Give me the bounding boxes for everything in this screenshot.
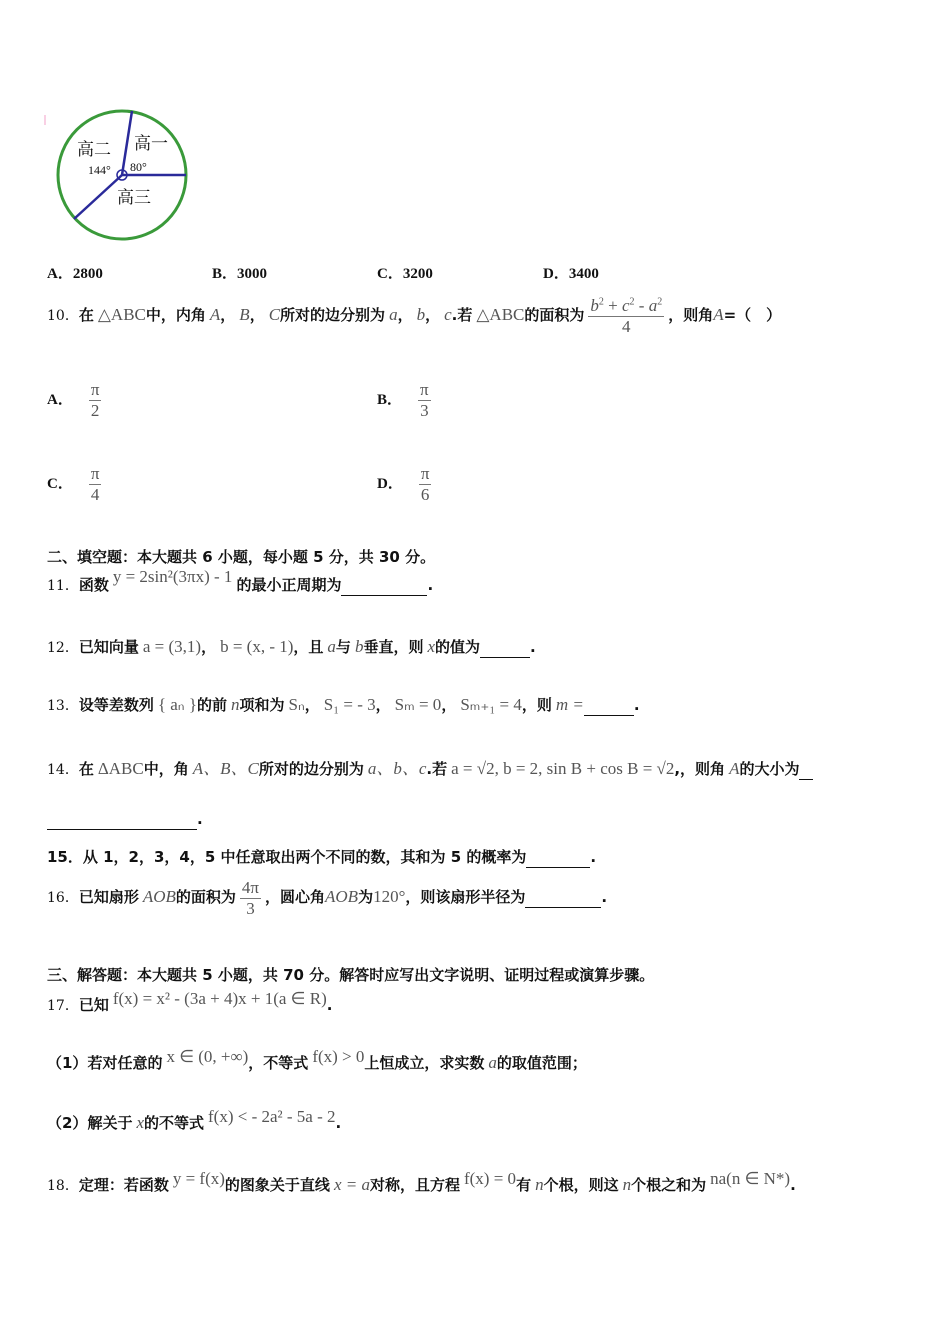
fraction-denominator: 2	[90, 401, 100, 420]
answer-blank[interactable]	[584, 697, 634, 716]
q17-p1-text-1: 若对任意的	[87, 1054, 163, 1072]
q17-p1-text-4: 的取值范围；	[496, 1054, 587, 1072]
q17-p1-text-2: ，不等式	[248, 1054, 309, 1072]
q16-area-fraction	[240, 878, 261, 919]
q10-option-d[interactable]	[377, 464, 431, 505]
q10-area-denominator: 4	[622, 317, 631, 336]
question-number: 16．	[47, 890, 79, 907]
q10-option-b[interactable]	[377, 380, 431, 421]
question-17	[47, 989, 333, 1015]
fraction-denominator: 3	[420, 401, 429, 420]
question-12	[47, 636, 536, 658]
answer-blank[interactable]	[526, 849, 590, 868]
pie-label-gaosan: 高三	[117, 188, 151, 208]
q18-text-6: 个根之和为	[631, 1176, 707, 1194]
q14-end: .	[197, 810, 203, 828]
q17-p1-a: a	[488, 1053, 497, 1072]
q18-text-2: 的图象关于直线	[224, 1176, 330, 1194]
pie-label-gaoyi: 高一	[134, 134, 168, 154]
q16-text-1: 已知扇形	[78, 888, 139, 907]
question-10	[47, 296, 781, 356]
q13-sn: Sₙ	[288, 695, 305, 714]
part-label: （2）	[47, 1114, 88, 1132]
q12-vector-b: b = (x, - 1)	[220, 637, 294, 656]
option-label: C．	[47, 476, 73, 493]
q13-sep: ，	[304, 696, 320, 714]
option-fraction	[419, 464, 432, 505]
q14-sides: a、b、c	[367, 759, 427, 778]
pie-divider-lower-left	[74, 175, 122, 219]
q14-text-4: .若	[426, 760, 448, 778]
q16-end: .	[601, 888, 608, 907]
question-17-part-1	[47, 1047, 587, 1073]
q18-function: y = f(x)	[172, 1169, 225, 1188]
q14-condition: a = √2, b = 2, sin B + cos B = √2	[451, 759, 675, 778]
fraction-denominator: 4	[90, 485, 100, 504]
question-17-part-2	[47, 1107, 342, 1133]
option-label: B．	[212, 266, 238, 282]
question-number: 11．	[47, 578, 79, 594]
fraction-numerator: π	[420, 464, 430, 483]
q13-sep: ，	[441, 696, 457, 714]
q10-side-a: a	[389, 305, 398, 325]
q12-text-1: 已知向量	[78, 638, 139, 656]
q17-p1-domain: x ∈ (0, +∞)	[166, 1047, 249, 1066]
question-13	[47, 694, 640, 716]
q13-text-4: ，则	[521, 696, 552, 714]
q16-text-3: ，圆心角	[265, 888, 326, 907]
q12-b: b	[354, 637, 364, 656]
q14-angles: A、B、C	[192, 759, 259, 778]
option-fraction	[418, 380, 431, 421]
q10-text-4: .若	[451, 306, 473, 325]
q14-triangle: ΔABC	[97, 759, 144, 778]
q12-text-3: 与	[335, 638, 351, 656]
q18-n: n	[622, 1175, 632, 1194]
q10-side-b: b	[416, 305, 426, 325]
pie-angle-80: 80°	[130, 160, 147, 174]
answer-blank[interactable]	[480, 639, 530, 658]
question-16	[47, 878, 607, 919]
q9-option-d[interactable]	[543, 262, 599, 283]
q10-sep: ，	[220, 306, 236, 325]
q13-m: m =	[555, 695, 584, 714]
q16-text-4: 为	[358, 888, 374, 907]
q13-sep: ，	[375, 696, 391, 714]
option-label: A．	[47, 266, 73, 282]
option-label: D．	[377, 476, 403, 493]
option-value: 3200	[402, 266, 433, 282]
q18-line: x = a	[333, 1175, 370, 1194]
question-number: 14．	[47, 762, 79, 778]
q13-text-1: 设等差数列	[78, 696, 154, 714]
option-label: B．	[377, 392, 403, 409]
answer-blank[interactable]	[47, 811, 197, 830]
q17-p1-text-3: 上恒成立，求实数	[364, 1054, 485, 1072]
fraction-numerator: π	[90, 464, 100, 483]
q18-equation: f(x) = 0	[463, 1169, 517, 1188]
q17-function: f(x) = x² - (3a + 4)x + 1(a ∈ R)	[112, 989, 327, 1008]
q11-expr: y = 2sin²(3πx) - 1	[112, 567, 233, 586]
q13-cond-3: Sₘ₊₁ = 4	[460, 695, 522, 714]
question-number: 10．	[47, 308, 79, 325]
q10-area-fraction	[588, 296, 664, 337]
q14-a: A	[729, 759, 740, 778]
q15-text: 15．从 1，2，3，4，5 中任意取出两个不同的数，其和为 5 的概率为	[47, 848, 527, 866]
q17-p1-inequality: f(x) > 0	[312, 1047, 365, 1066]
q18-text-4: 有	[516, 1176, 532, 1194]
pie-angle-144: 144°	[88, 163, 111, 177]
fraction-denominator: 6	[420, 485, 430, 504]
q10-text-5: 的面积为	[524, 306, 585, 325]
q16-text-2: 的面积为	[175, 888, 236, 907]
fraction-denominator: 3	[246, 899, 255, 918]
q14-text-2: 中，角	[143, 760, 189, 778]
q9-option-b[interactable]	[212, 262, 267, 283]
q10-angle-b: B	[239, 305, 250, 325]
q10-option-a[interactable]	[47, 380, 101, 421]
q18-text-5: 个根，则这	[543, 1176, 619, 1194]
q10-text-1: 在	[78, 306, 94, 325]
q17-p2-inequality: f(x) < - 2a² - 5a - 2	[208, 1107, 336, 1126]
q10-text-2: 中，内角	[145, 306, 206, 325]
q17-p2-text-2: 的不等式	[144, 1114, 205, 1132]
q14-text-6: 的大小为	[739, 760, 800, 778]
q13-n: n	[231, 695, 240, 714]
option-fraction	[89, 380, 102, 421]
q10-option-c[interactable]	[47, 464, 101, 505]
q12-text-5: 的值为	[435, 638, 481, 656]
question-14	[47, 754, 813, 780]
section-3-heading: 三、解答题：本大题共 5 小题，共 70 分。解答时应写出文字说明、证明过程或演算步骤。	[47, 966, 655, 984]
q12-text-2: ，且	[293, 638, 324, 656]
question-number: 17．	[47, 998, 79, 1014]
q10-sep: ，	[425, 306, 441, 325]
q13-cond-1: S₁ = - 3	[323, 695, 376, 714]
q11-text-2: 的最小正周期为	[236, 576, 342, 594]
question-18	[47, 1169, 796, 1195]
option-fraction	[89, 464, 102, 505]
q11-end: .	[427, 576, 434, 594]
pie-label-gaoer: 高二	[77, 140, 111, 160]
q14-text-1: 在	[78, 760, 94, 778]
pie-chart-svg	[44, 105, 194, 245]
q10-triangle: △ABC	[476, 305, 525, 325]
answer-blank[interactable]	[341, 577, 427, 596]
q12-vector-a: a = (3,1)	[142, 637, 202, 656]
q16-aob: AOB	[142, 887, 176, 907]
q13-text-3: 项和为	[239, 696, 285, 714]
q18-text-1: 定理：若函数	[78, 1176, 169, 1194]
q10-triangle: △ABC	[97, 305, 146, 325]
q12-end: .	[530, 638, 536, 656]
question-number: 12．	[47, 640, 79, 656]
q14-answer-line-2[interactable]	[47, 810, 203, 830]
question-number: 13．	[47, 698, 79, 714]
q16-aob: AOB	[325, 887, 359, 907]
q10-text-3: 所对的边分别为	[280, 306, 386, 325]
answer-blank[interactable]	[525, 889, 601, 908]
q13-sequence: { aₙ }	[157, 695, 197, 714]
q12-text-4: 垂直，则	[363, 638, 424, 656]
q18-n: n	[535, 1175, 544, 1194]
q18-result: na(n ∈ N*)	[710, 1169, 791, 1188]
q13-text-2: 的前	[196, 696, 227, 714]
q10-sep: ，	[249, 306, 265, 325]
q18-text-3: 对称，且方程	[369, 1176, 460, 1194]
answer-blank[interactable]	[799, 761, 813, 780]
question-15	[47, 846, 596, 868]
q12-x: x	[427, 637, 435, 656]
option-label: A．	[47, 392, 73, 409]
q10-angle-c: C	[268, 305, 281, 325]
q17-p2-x: x	[136, 1113, 144, 1132]
part-label: （1）	[47, 1054, 88, 1072]
q10-eq: =（ ）	[723, 306, 782, 325]
q12-a: a	[327, 637, 336, 656]
option-value: 2800	[72, 266, 103, 282]
q16-angle: 120°	[373, 887, 406, 907]
option-label: C．	[377, 266, 403, 282]
question-11	[47, 567, 434, 596]
q9-option-a[interactable]	[47, 262, 103, 283]
q17-end: .	[326, 996, 333, 1014]
q14-text-3: 所对的边分别为	[258, 760, 364, 778]
option-value: 3400	[568, 266, 599, 282]
q17-p2-text-1: 解关于	[87, 1114, 133, 1132]
q10-side-c: c	[444, 305, 452, 325]
q18-end: .	[790, 1176, 796, 1194]
pie-figure	[44, 105, 194, 245]
question-number: 18．	[47, 1178, 79, 1194]
fraction-numerator: π	[90, 380, 100, 399]
q10-angle-a: A	[209, 305, 221, 325]
q12-sep: ，	[201, 638, 217, 656]
option-value: 3000	[237, 266, 268, 282]
q17-p2-end: .	[335, 1114, 342, 1132]
q10-sep: ，	[397, 306, 413, 325]
q9-option-c[interactable]	[377, 262, 433, 283]
q10-text-6: ，则角	[668, 306, 714, 325]
q13-end: .	[633, 696, 640, 714]
option-label: D．	[543, 266, 569, 282]
fraction-numerator: π	[420, 380, 429, 399]
q16-text-5: ，则该扇形半径为	[405, 888, 526, 907]
q11-text-1: 函数	[78, 576, 109, 594]
q15-end: .	[590, 848, 597, 866]
q10-angle-a: A	[713, 305, 724, 325]
q13-cond-2: Sₘ = 0	[394, 695, 442, 714]
q17-text-1: 已知	[78, 996, 109, 1014]
section-2-heading: 二、填空题：本大题共 6 小题，每小题 5 分，共 30 分。	[47, 548, 436, 566]
q14-text-5: ,，则角	[674, 760, 726, 778]
fraction-numerator: 4π	[241, 878, 259, 897]
q10-area-numerator: $b^2 + c^2 - a^2$	[590, 296, 663, 315]
